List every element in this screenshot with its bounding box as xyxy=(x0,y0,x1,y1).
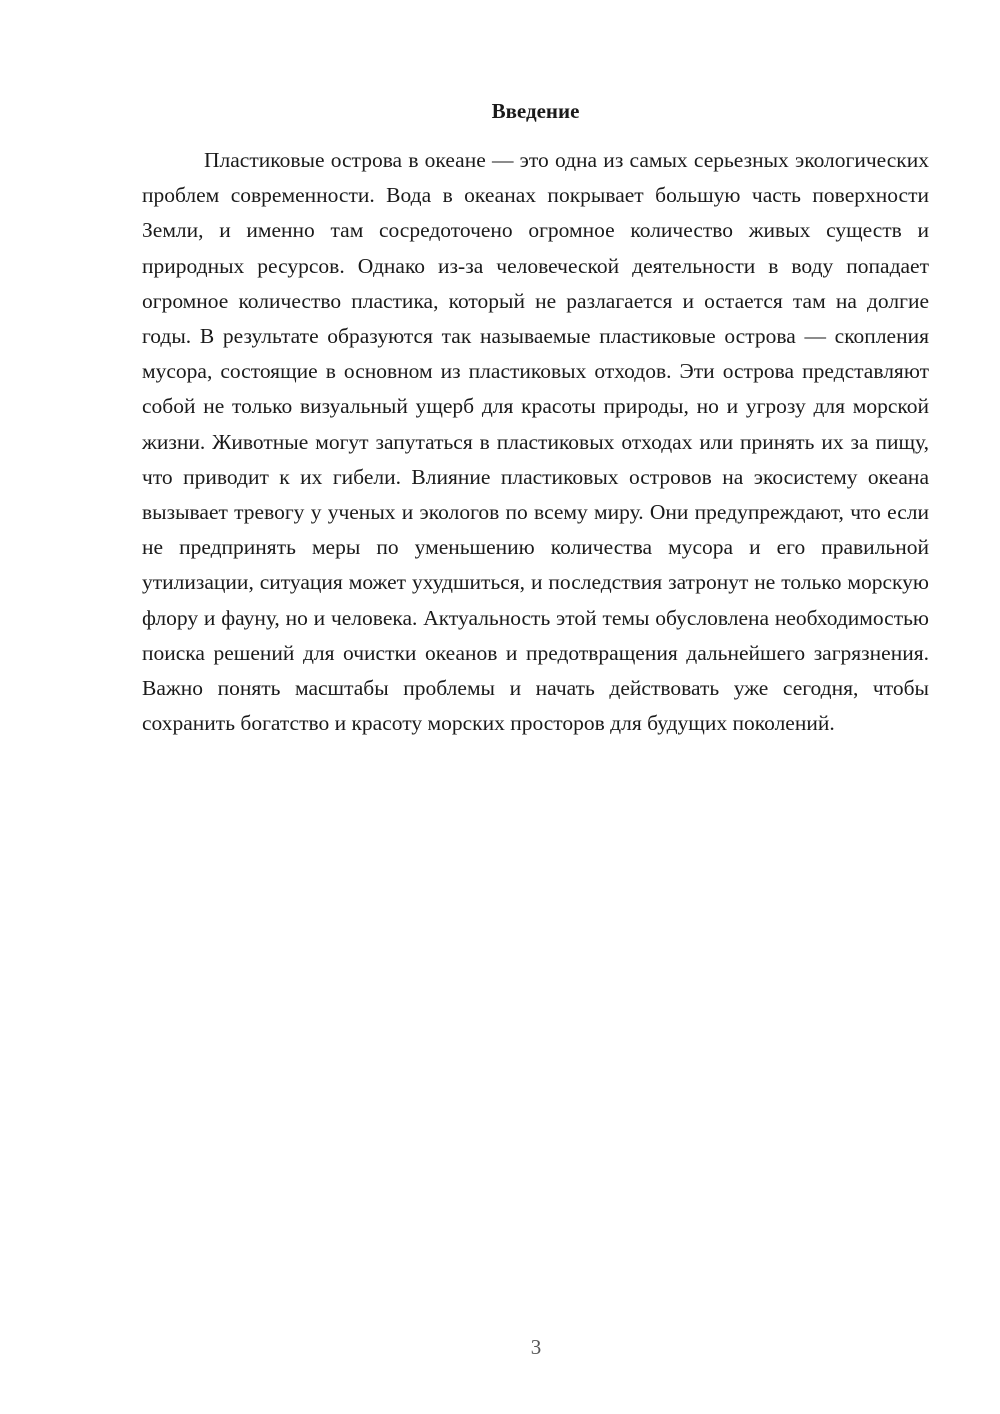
section-heading: Введение xyxy=(491,99,580,123)
page-number: 3 xyxy=(530,1335,542,1359)
body-paragraph: Пластиковые острова в океане — это одна из самых серьезных экологических проблем современности. Вода в океанах покрывает большую часть поверхности Земли, и именно там сосредоточено огромное количество живых существ и природных ресурсов. Однако из-за человеческой деятельности в воду попадает огромное количество пластика, который не разлагается и остается там на долгие годы. В результате образуются так называемые пластиковые острова — скопления мусора, состоящие в основном из пластиковых отходов. Эти острова представляют собой не только визуальный ущерб для красоты природы, но и угрозу для морской жизни. Животные могут запутаться в пластиковых отходах или принять их за пищу, что приводит к их гибели. Влияние пластиковых островов на экосистему океана вызывает тревогу у ученых и экологов по всему миру. Они предупреждают, что если не предпринять меры по уменьшению количества мусора и его правильной утилизации, ситуация может ухудшиться, и последствия затронут не только морскую флору и фауну, но и человека. Актуальность этой темы обусловлена необходимостью поиска решений для очистки океанов и предотвращения дальнейшего загрязнения. Важно понять масштабы проблемы и начать действовать уже сегодня, чтобы сохранить богатство и красоту морских просторов для будущих поколений. xyxy=(142,148,929,736)
